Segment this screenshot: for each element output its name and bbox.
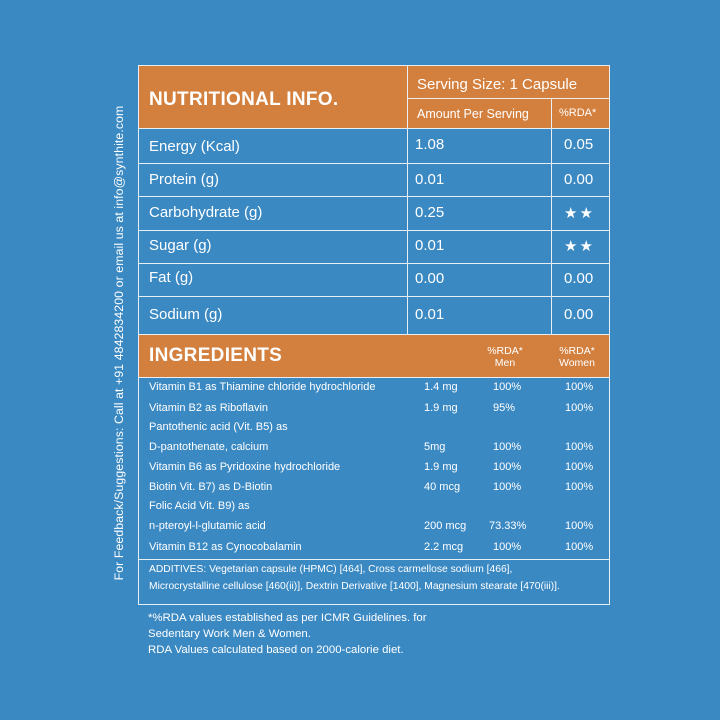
ingredient-name: Pantothenic acid (Vit. B5) as	[149, 421, 288, 433]
ingredient-amount: 1.4 mg	[424, 381, 458, 393]
ingredient-amount: 40 mcg	[424, 481, 461, 493]
rda-women-header: %RDA* Women	[559, 345, 595, 369]
ingredient-men: 100%	[493, 441, 522, 453]
footnote	[148, 610, 427, 658]
nutrient-name: Fat (g)	[149, 269, 194, 286]
nutrient-rda: 0.00	[564, 306, 594, 323]
ingredient-row	[149, 381, 375, 393]
footnote-line-2: Sedentary Work Men & Women.	[148, 628, 311, 640]
nutrient-name: Protein (g)	[149, 171, 220, 188]
ingredients-title: INGREDIENTS	[149, 345, 283, 366]
ingredient-name: D-pantothenate, calcium	[149, 441, 269, 453]
nutrient-amount: 0.01	[415, 237, 445, 254]
ingredient-women: 100%	[565, 541, 594, 553]
ingredient-men: 100%	[493, 461, 522, 473]
nutrient-rda: 0.00	[564, 270, 594, 287]
ingredient-amount: 200 mcg	[424, 520, 467, 532]
ingredient-name: Folic Acid Vit. B9) as	[149, 500, 250, 512]
nutrient-rda: 0.05	[564, 136, 594, 153]
ingredient-men: 100%	[493, 541, 522, 553]
nutrient-name: Sugar (g)	[149, 237, 212, 254]
ingredient-amount: 2.2 mcg	[424, 541, 464, 553]
ingredient-men: 100%	[493, 381, 522, 393]
rda-header: %RDA*	[559, 107, 597, 119]
nutrient-amount: 0.01	[415, 306, 445, 323]
nutrition-panel	[138, 65, 610, 605]
ingredient-women: 100%	[565, 441, 594, 453]
ingredient-men: 73.33%	[489, 520, 527, 532]
ingredient-name: Vitamin B1 as Thiamine chloride hydrochloride	[149, 381, 376, 393]
ingredient-name: Vitamin B12 as Cynocobalamin	[149, 541, 302, 553]
nutrient-name: Energy (Kcal)	[149, 138, 240, 155]
ingredient-women: 100%	[565, 520, 594, 532]
ingredient-women: 100%	[565, 381, 594, 393]
nutrient-amount: 0.01	[415, 171, 445, 188]
additives-line-2: Microcrystalline cellulose [460(ii)], Dextrin Derivative [1400], Magnesium stearate [470(iii)].	[149, 581, 560, 592]
additives-line-1: ADDITIVES: Vegetarian capsule (HPMC) [464], Cross carmellose sodium [466],	[149, 564, 513, 575]
rda-men-header: %RDA* Men	[487, 345, 523, 369]
nutrient-rda: 0.00	[564, 171, 594, 188]
nutrient-rda: ★★	[564, 238, 595, 255]
ingredient-amount: 1.9 mg	[424, 402, 458, 414]
nutrient-name: Sodium (g)	[149, 306, 223, 323]
nutrient-amount: 0.00	[415, 270, 445, 287]
ingredient-women: 100%	[565, 461, 594, 473]
ingredient-amount: 1.9 mg	[424, 461, 458, 473]
ingredient-men: 100%	[493, 481, 522, 493]
footnote-line-3: RDA Values calculated based on 2000-calorie diet.	[148, 644, 404, 656]
nutrient-rda: ★★	[564, 205, 595, 222]
nutrient-name: Carbohydrate (g)	[149, 204, 263, 221]
footnote-line-1: *%RDA values established as per ICMR Guidelines. for	[148, 612, 427, 624]
ingredient-name: Vitamin B2 as Riboflavin	[149, 402, 269, 414]
ingredient-women: 100%	[565, 481, 594, 493]
ingredient-name: Biotin Vit. B7) as D-Biotin	[149, 481, 273, 493]
ingredient-amount: 5mg	[424, 441, 446, 453]
feedback-text: For Feedback/Suggestions: Call at +91 4842834200 or email us at info@synthite.com	[112, 105, 126, 581]
amount-header: Amount Per Serving	[417, 107, 529, 121]
ingredient-women: 100%	[565, 402, 594, 414]
nutrient-amount: 0.25	[415, 204, 445, 221]
nutrition-title: NUTRITIONAL INFO.	[149, 89, 339, 110]
ingredient-name: n-pteroyl-l-glutamic acid	[149, 520, 266, 532]
ingredient-name: Vitamin B6 as Pyridoxine hydrochloride	[149, 461, 341, 473]
nutrient-amount: 1.08	[415, 136, 445, 153]
serving-size: Serving Size: 1 Capsule	[417, 76, 578, 93]
ingredient-men: 95%	[493, 402, 516, 414]
feedback-side-text	[109, 81, 129, 605]
